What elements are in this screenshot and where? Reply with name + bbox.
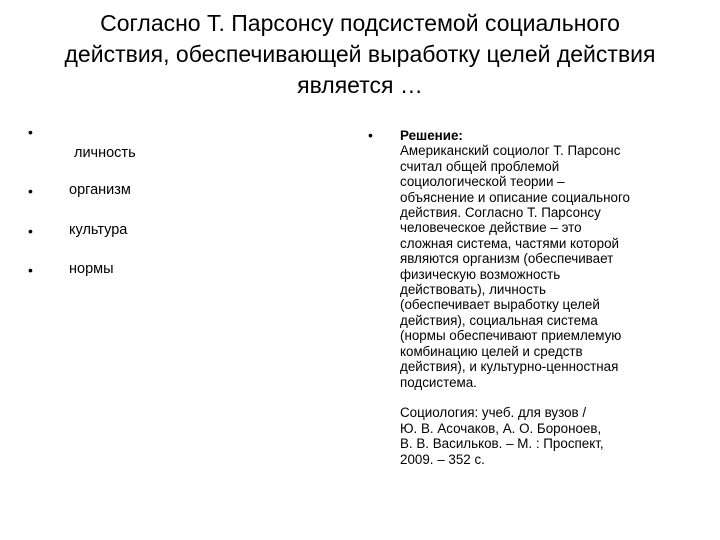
title-line: Согласно Т. Парсонсу подсистемой социального [100,10,620,36]
slide-title [20,8,700,101]
solution-heading: Решение: [400,128,463,143]
solution-line: подсистема. [400,374,477,390]
solution-line: являются организм (обеспечивает [400,251,614,267]
bullet-icon: • [28,183,33,199]
solution-line: комбинацию целей и средств [400,343,583,359]
solution-line: (обеспечивает выработку целей [400,297,600,313]
bullet-icon: • [28,223,33,239]
option-lichnost[interactable]: личность [74,145,136,161]
solution-line: сложная система, частями которой [400,235,619,251]
reference-citation [400,405,700,467]
title-line: действия, обеспечивающей выработку целей действия [64,41,656,67]
solution-block [400,128,700,390]
solution-line: действия. Согласно Т. Парсонсу [400,205,601,221]
solution-line: социологической теории – [400,174,565,190]
solution-line: действия), и культурно-ценностная [400,359,619,375]
solution-line: физическую возможность [400,266,561,282]
solution-line: человеческое действие – это [400,220,582,236]
option-normy[interactable]: нормы [69,261,114,277]
solution-line: действовать), личность [400,282,547,298]
solution-line: действия), социальная система [400,312,598,328]
bullet-icon: • [28,262,33,278]
reference-line: В. В. Васильков. – М. : Проспект, [400,436,604,452]
bullet-icon: • [28,124,33,140]
bullet-icon: • [368,127,373,143]
title-line: является … [297,72,423,98]
option-organizm[interactable]: организм [69,182,131,198]
reference-line: 2009. – 352 с. [400,451,485,467]
reference-line: Социология: учеб. для вузов / [400,405,587,420]
option-kultura[interactable]: культура [69,222,128,238]
solution-line: объяснение и описание социального [400,189,630,205]
solution-line: считал общей проблемой [400,158,560,174]
reference-line: Ю. В. Асочаков, А. О. Бороноев, [400,420,602,436]
solution-line: (нормы обеспечивают приемлемую [400,328,622,344]
solution-line: Американский социолог Т. Парсонс [400,143,621,159]
